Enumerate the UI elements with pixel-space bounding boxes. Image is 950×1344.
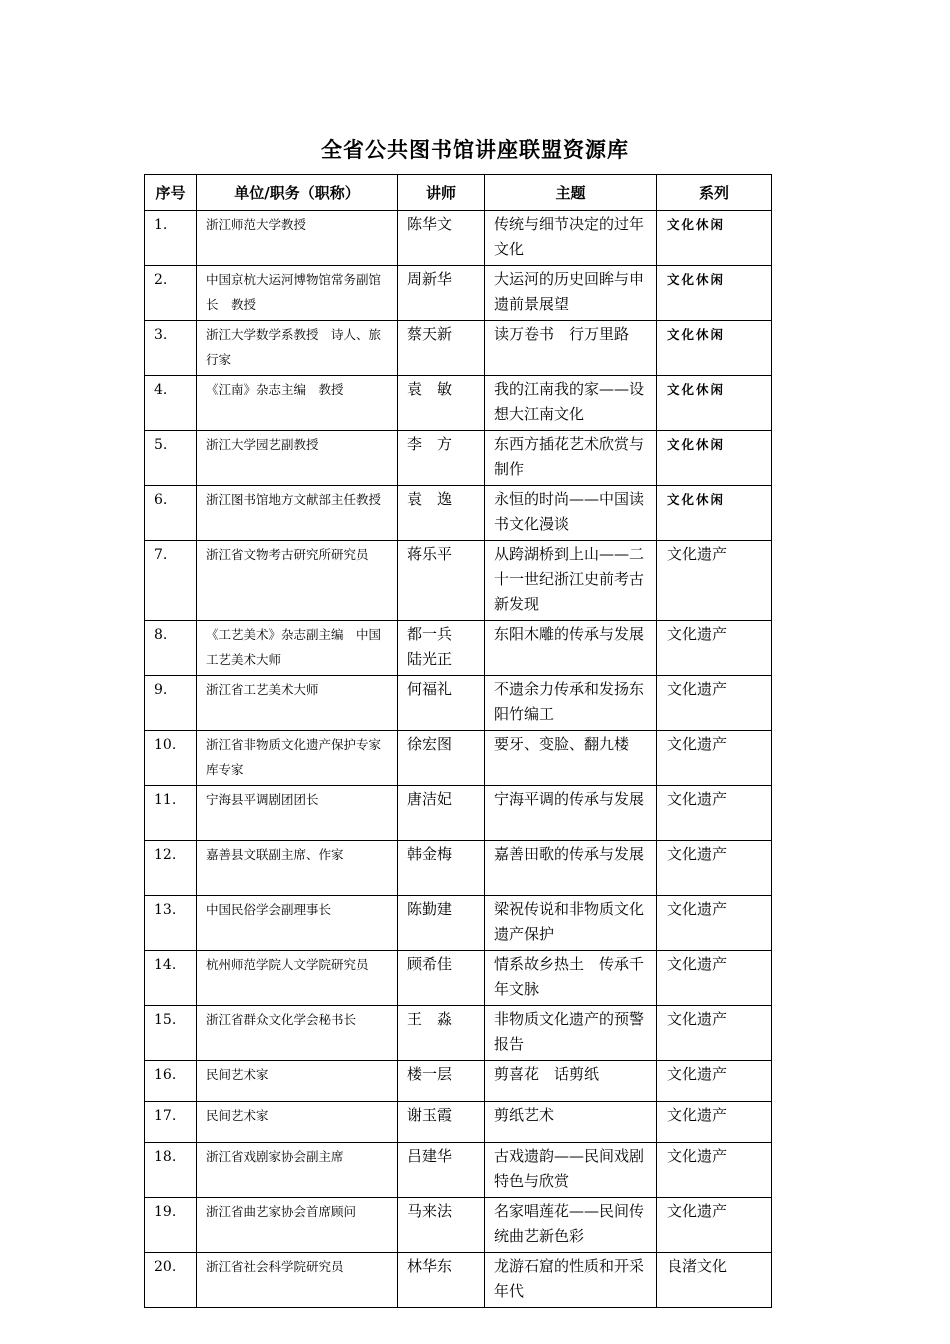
table-row — [145, 676, 772, 731]
row-topic: 永恒的时尚——中国读书文化漫谈 — [485, 486, 657, 541]
row-lecturer: 袁 逸 — [398, 486, 485, 541]
row-topic: 东西方插花艺术欣赏与制作 — [485, 431, 657, 486]
row-unit: 浙江省曲艺家协会首席顾问 — [197, 1198, 398, 1253]
row-topic: 我的江南我的家——设想大江南文化 — [485, 376, 657, 431]
row-unit: 浙江大学园艺副教授 — [197, 431, 398, 486]
row-number: 12. — [145, 841, 197, 896]
row-unit: 浙江省戏剧家协会副主席 — [197, 1143, 398, 1198]
table-body — [145, 211, 772, 1308]
row-unit: 浙江省非物质文化遗产保护专家库专家 — [197, 731, 398, 786]
row-unit: 嘉善县文联副主席、作家 — [197, 841, 398, 896]
row-unit: 浙江大学数学系教授 诗人、旅行家 — [197, 321, 398, 376]
row-topic: 要牙、变脸、翻九楼 — [485, 731, 657, 786]
row-unit: 浙江省文物考古研究所研究员 — [197, 541, 398, 621]
row-series: 文化遗产 — [657, 1006, 772, 1061]
row-topic: 读万卷书 行万里路 — [485, 321, 657, 376]
row-number: 1. — [145, 211, 197, 266]
row-unit: 浙江省工艺美术大师 — [197, 676, 398, 731]
row-lecturer: 唐洁妃 — [398, 786, 485, 841]
row-number: 14. — [145, 951, 197, 1006]
row-series: 文化遗产 — [657, 676, 772, 731]
row-topic: 梁祝传说和非物质文化遗产保护 — [485, 896, 657, 951]
row-series: 良渚文化 — [657, 1253, 772, 1308]
row-topic: 宁海平调的传承与发展 — [485, 786, 657, 841]
row-unit: 民间艺术家 — [197, 1061, 398, 1102]
row-series: 文化遗产 — [657, 1061, 772, 1102]
table-header-row — [145, 175, 772, 211]
row-number: 8. — [145, 621, 197, 676]
row-lecturer: 林华东 — [398, 1253, 485, 1308]
row-number: 2. — [145, 266, 197, 321]
row-number: 9. — [145, 676, 197, 731]
row-unit: 民间艺术家 — [197, 1102, 398, 1143]
table-row — [145, 1198, 772, 1253]
row-series: 文化遗产 — [657, 786, 772, 841]
row-topic: 情系故乡热土 传承千年文脉 — [485, 951, 657, 1006]
row-number: 17. — [145, 1102, 197, 1143]
row-series: 文化遗产 — [657, 1102, 772, 1143]
row-lecturer: 陈华文 — [398, 211, 485, 266]
table-row — [145, 1006, 772, 1061]
row-topic: 大运河的历史回眸与申遗前景展望 — [485, 266, 657, 321]
row-series: 文化休闲 — [657, 431, 772, 486]
table-row — [145, 621, 772, 676]
row-unit: 浙江省群众文化学会秘书长 — [197, 1006, 398, 1061]
row-unit: 浙江省社会科学院研究员 — [197, 1253, 398, 1308]
row-topic: 剪纸艺术 — [485, 1102, 657, 1143]
table-row — [145, 1061, 772, 1102]
row-series: 文化遗产 — [657, 731, 772, 786]
row-unit: 浙江图书馆地方文献部主任教授 — [197, 486, 398, 541]
table-row — [145, 1143, 772, 1198]
row-lecturer: 袁 敏 — [398, 376, 485, 431]
row-unit: 浙江师范大学教授 — [197, 211, 398, 266]
row-number: 20. — [145, 1253, 197, 1308]
row-series: 文化遗产 — [657, 841, 772, 896]
row-lecturer: 顾希佳 — [398, 951, 485, 1006]
header-topic: 主题 — [485, 175, 657, 211]
table-row — [145, 376, 772, 431]
row-series: 文化休闲 — [657, 321, 772, 376]
table-row — [145, 541, 772, 621]
row-unit: 《江南》杂志主编 教授 — [197, 376, 398, 431]
table-row — [145, 486, 772, 541]
row-series: 文化遗产 — [657, 1143, 772, 1198]
row-number: 7. — [145, 541, 197, 621]
row-topic: 古戏遗韵——民间戏剧特色与欣赏 — [485, 1143, 657, 1198]
row-unit: 中国京杭大运河博物馆常务副馆长 教授 — [197, 266, 398, 321]
row-topic: 嘉善田歌的传承与发展 — [485, 841, 657, 896]
header-no: 序号 — [145, 175, 197, 211]
table-row — [145, 431, 772, 486]
table-row — [145, 896, 772, 951]
row-number: 18. — [145, 1143, 197, 1198]
row-series: 文化休闲 — [657, 376, 772, 431]
row-topic: 名家唱莲花——民间传统曲艺新色彩 — [485, 1198, 657, 1253]
table-row — [145, 266, 772, 321]
table-row — [145, 951, 772, 1006]
row-number: 3. — [145, 321, 197, 376]
row-topic: 龙游石窟的性质和开采年代 — [485, 1253, 657, 1308]
header-series: 系列 — [657, 175, 772, 211]
row-lecturer: 李 方 — [398, 431, 485, 486]
row-number: 10. — [145, 731, 197, 786]
row-lecturer: 王 淼 — [398, 1006, 485, 1061]
row-lecturer: 韩金梅 — [398, 841, 485, 896]
row-lecturer: 陈勤建 — [398, 896, 485, 951]
row-lecturer: 谢玉霞 — [398, 1102, 485, 1143]
table-row — [145, 321, 772, 376]
row-unit: 宁海县平调剧团团长 — [197, 786, 398, 841]
row-topic: 传统与细节决定的过年文化 — [485, 211, 657, 266]
row-number: 6. — [145, 486, 197, 541]
row-number: 13. — [145, 896, 197, 951]
lecture-resource-table — [144, 174, 772, 1308]
table-row — [145, 1102, 772, 1143]
row-number: 16. — [145, 1061, 197, 1102]
header-unit: 单位/职务（职称） — [197, 175, 398, 211]
row-topic: 剪喜花 话剪纸 — [485, 1061, 657, 1102]
row-lecturer: 都一兵 陆光正 — [398, 621, 485, 676]
row-number: 11. — [145, 786, 197, 841]
row-series: 文化遗产 — [657, 896, 772, 951]
row-lecturer: 徐宏图 — [398, 731, 485, 786]
row-unit: 杭州师范学院人文学院研究员 — [197, 951, 398, 1006]
row-number: 4. — [145, 376, 197, 431]
row-topic: 从跨湖桥到上山——二十一世纪浙江史前考古新发现 — [485, 541, 657, 621]
row-lecturer: 蒋乐平 — [398, 541, 485, 621]
row-topic: 东阳木雕的传承与发展 — [485, 621, 657, 676]
row-series: 文化休闲 — [657, 211, 772, 266]
row-number: 5. — [145, 431, 197, 486]
row-lecturer: 蔡天新 — [398, 321, 485, 376]
row-series: 文化遗产 — [657, 1198, 772, 1253]
row-topic: 非物质文化遗产的预警报告 — [485, 1006, 657, 1061]
row-series: 文化休闲 — [657, 266, 772, 321]
header-lecturer: 讲师 — [398, 175, 485, 211]
table-row — [145, 731, 772, 786]
row-unit: 《工艺美术》杂志副主编 中国工艺美术大师 — [197, 621, 398, 676]
row-series: 文化遗产 — [657, 951, 772, 1006]
row-lecturer: 楼一层 — [398, 1061, 485, 1102]
row-lecturer: 吕建华 — [398, 1143, 485, 1198]
row-lecturer: 何福礼 — [398, 676, 485, 731]
page-title: 全省公共图书馆讲座联盟资源库 — [321, 138, 629, 162]
row-series: 文化休闲 — [657, 486, 772, 541]
row-number: 15. — [145, 1006, 197, 1061]
row-series: 文化遗产 — [657, 541, 772, 621]
table-row — [145, 211, 772, 266]
row-unit: 中国民俗学会副理事长 — [197, 896, 398, 951]
row-lecturer: 马来法 — [398, 1198, 485, 1253]
table-row — [145, 786, 772, 841]
table-row — [145, 1253, 772, 1308]
row-lecturer: 周新华 — [398, 266, 485, 321]
row-number: 19. — [145, 1198, 197, 1253]
row-topic: 不遗余力传承和发扬东阳竹编工 — [485, 676, 657, 731]
row-series: 文化遗产 — [657, 621, 772, 676]
table-row — [145, 841, 772, 896]
